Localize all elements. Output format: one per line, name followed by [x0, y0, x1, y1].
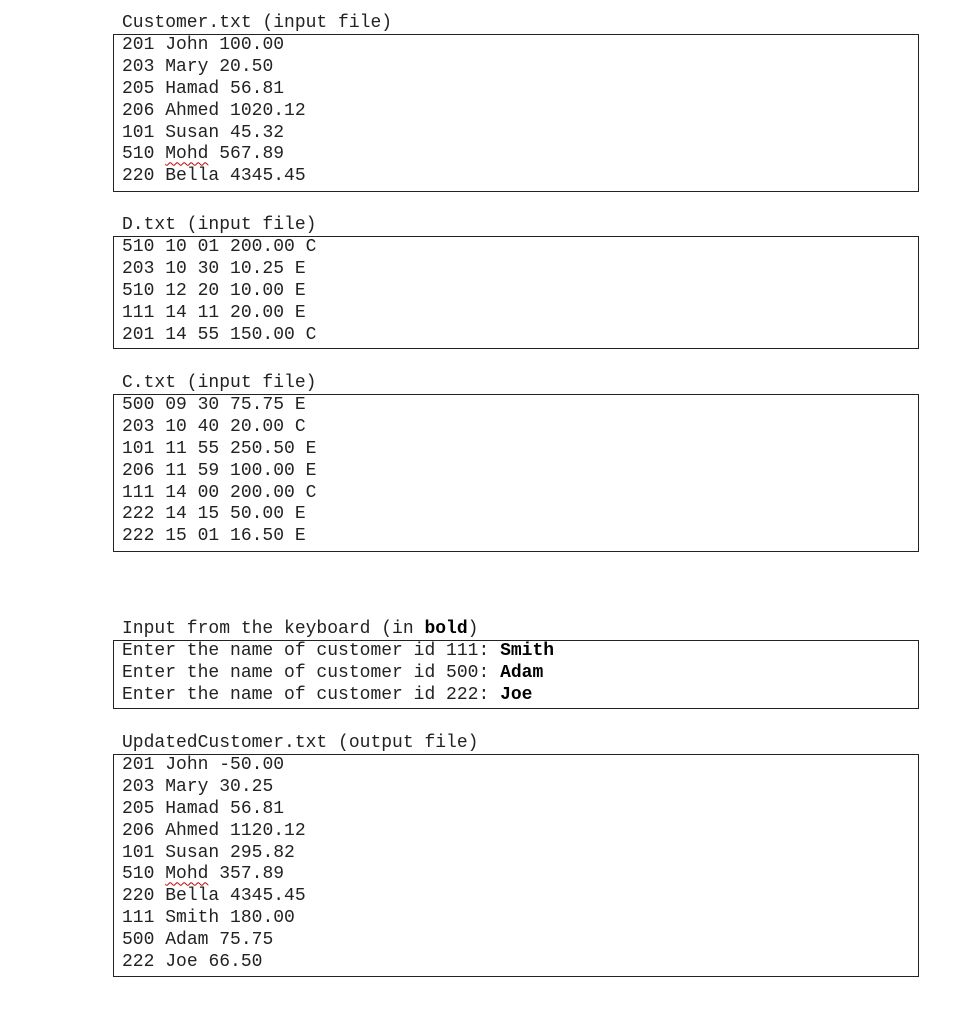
updated-line [122, 864, 918, 886]
customer-name: Susan [165, 122, 220, 143]
updated-id: 220 [122, 886, 155, 907]
c-file-section [113, 372, 919, 552]
updated-balance: 180.00 [230, 908, 295, 929]
keyboard-prompt-line [122, 663, 918, 685]
customer-id: 220 [122, 166, 155, 187]
keyboard-input-section [113, 618, 919, 709]
d-file-title: D.txt (input file) [122, 215, 317, 235]
c-line: 203 10 40 20.00 C [122, 416, 306, 437]
customer-line [122, 144, 918, 166]
updated-line [122, 821, 918, 843]
c-file-box [113, 394, 919, 552]
prompt-text: Enter the name of customer id 111: [122, 641, 501, 661]
customer-name: Hamad [165, 78, 220, 99]
updated-line [122, 777, 918, 799]
d-line: 201 14 55 150.00 C [122, 324, 317, 345]
customer-line [122, 57, 918, 79]
updated-name-spellcheck: Mohd [165, 864, 209, 885]
updated-balance: 56.81 [230, 798, 285, 819]
keyboard-title-prefix: Input from the keyboard (in [122, 619, 425, 639]
prompt-answer: Adam [500, 662, 544, 683]
customer-balance: 4345.45 [230, 166, 306, 187]
customer-name: Ahmed [165, 100, 220, 121]
updated-line [122, 952, 918, 974]
d-line: 111 14 11 20.00 E [122, 302, 306, 323]
updated-line [122, 908, 918, 930]
updated-balance: 66.50 [208, 952, 263, 973]
updated-name: Hamad [165, 798, 220, 819]
updated-name: Joe [165, 952, 198, 973]
updated-line [122, 843, 918, 865]
keyboard-input-title [113, 618, 919, 640]
c-line: 222 14 15 50.00 E [122, 504, 306, 525]
updated-name: Susan [165, 842, 220, 863]
d-file-box [113, 236, 919, 349]
updated-balance: 1120.12 [230, 820, 306, 841]
keyboard-prompt-line [122, 641, 918, 663]
c-line: 111 14 00 200.00 C [122, 482, 317, 503]
updated-balance: 75.75 [219, 930, 274, 951]
c-line: 500 09 30 75.75 E [122, 395, 306, 415]
customer-id: 101 [122, 122, 155, 143]
customer-name-spellcheck: Mohd [165, 144, 209, 165]
prompt-answer: Smith [500, 641, 555, 661]
updated-line [122, 930, 918, 952]
customer-file-box [113, 34, 919, 192]
updated-id: 205 [122, 798, 155, 819]
customer-id: 206 [122, 100, 155, 121]
updated-id: 101 [122, 842, 155, 863]
updated-name: Ahmed [165, 820, 220, 841]
updated-line [122, 886, 918, 908]
updated-name: Bella [165, 886, 220, 907]
customer-id: 203 [122, 56, 155, 77]
d-line: 203 10 30 10.25 E [122, 258, 306, 279]
customer-name: John [165, 35, 209, 55]
updated-id: 206 [122, 820, 155, 841]
keyboard-prompt-line [122, 685, 918, 707]
updated-id: 222 [122, 952, 155, 973]
customer-file-title: Customer.txt (input file) [122, 13, 393, 33]
updated-balance: 295.82 [230, 842, 295, 863]
customer-balance: 45.32 [230, 122, 285, 143]
customer-id: 205 [122, 78, 155, 99]
updated-id: 111 [122, 908, 155, 929]
d-file-section [113, 214, 919, 349]
prompt-answer: Joe [500, 684, 533, 705]
customer-line [122, 123, 918, 145]
keyboard-title-suffix: ) [467, 619, 479, 639]
updated-id: 203 [122, 776, 155, 797]
updated-id: 201 [122, 755, 155, 775]
customer-balance: 567.89 [219, 144, 285, 165]
prompt-text: Enter the name of customer id 500: [122, 662, 501, 683]
updated-file-section [113, 732, 919, 977]
updated-id: 510 [122, 864, 155, 885]
updated-name: Adam [165, 930, 209, 951]
keyboard-input-box [113, 640, 919, 709]
customer-balance: 20.50 [219, 56, 274, 77]
updated-file-box [113, 754, 919, 977]
updated-balance: -50.00 [219, 755, 285, 775]
c-file-title: C.txt (input file) [122, 373, 317, 393]
c-line: 222 15 01 16.50 E [122, 526, 306, 547]
customer-balance: 100.00 [219, 35, 285, 55]
updated-balance: 357.89 [219, 864, 285, 885]
customer-balance: 56.81 [230, 78, 285, 99]
customer-line [122, 35, 918, 57]
customer-line [122, 166, 918, 188]
customer-balance: 1020.12 [230, 100, 306, 121]
updated-file-title: UpdatedCustomer.txt (output file) [122, 733, 479, 753]
keyboard-title-bold: bold [424, 619, 468, 639]
customer-line [122, 101, 918, 123]
updated-line [122, 755, 918, 777]
updated-name: Smith [165, 908, 220, 929]
customer-line [122, 79, 918, 101]
c-line: 206 11 59 100.00 E [122, 460, 317, 481]
prompt-text: Enter the name of customer id 222: [122, 684, 501, 705]
d-line: 510 12 20 10.00 E [122, 280, 306, 301]
customer-id: 510 [122, 144, 155, 165]
d-line: 510 10 01 200.00 C [122, 237, 317, 257]
updated-name: John [165, 755, 209, 775]
updated-line [122, 799, 918, 821]
customer-id: 201 [122, 35, 155, 55]
updated-balance: 30.25 [219, 776, 274, 797]
customer-name: Mary [165, 56, 209, 77]
updated-name: Mary [165, 776, 209, 797]
updated-id: 500 [122, 930, 155, 951]
customer-file-section [113, 12, 919, 192]
c-line: 101 11 55 250.50 E [122, 438, 317, 459]
updated-balance: 4345.45 [230, 886, 306, 907]
customer-name: Bella [165, 166, 220, 187]
